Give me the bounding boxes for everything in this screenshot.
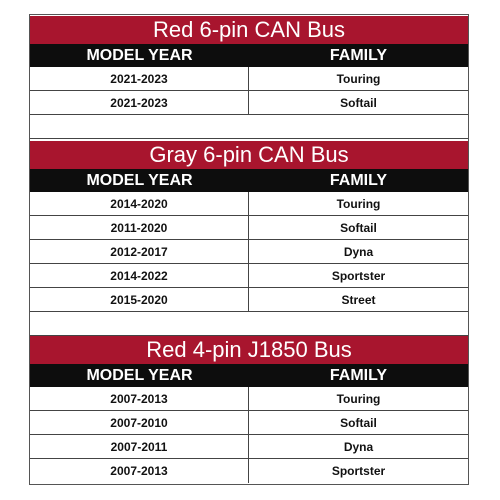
cell-family: Touring: [336, 72, 381, 86]
table-header: [30, 364, 468, 387]
table-header: [30, 44, 468, 67]
cell-family: Sportster: [331, 464, 386, 478]
header-model-year: MODEL YEAR: [86, 47, 193, 64]
cell-model-year: 2015-2020: [30, 288, 249, 311]
cell-model-year: 2007-2011: [30, 435, 249, 458]
cell-family: Softail: [340, 96, 377, 110]
table-row: [30, 288, 468, 312]
cell-family: Street: [341, 293, 376, 307]
header-family: FAMILY: [329, 47, 388, 64]
compatibility-chart: [29, 14, 469, 485]
cell-family: Dyna: [343, 440, 374, 454]
section-title: Red 6-pin CAN Bus: [30, 16, 468, 44]
table-row: [30, 264, 468, 288]
cell-model-year: 2007-2010: [30, 411, 249, 434]
cell-model-year: 2007-2013: [30, 459, 249, 483]
table-row: [30, 387, 468, 411]
table-row: [30, 91, 468, 115]
table-row: [30, 67, 468, 91]
cell-model-year: 2012-2017: [30, 240, 249, 263]
section-gray-6pin-can: [30, 141, 468, 336]
cell-family: Softail: [340, 416, 377, 430]
cell-model-year: 2014-2020: [30, 192, 249, 215]
cell-family: Touring: [336, 392, 381, 406]
cell-model-year: 2021-2023: [30, 67, 249, 90]
table-row: [30, 216, 468, 240]
section-title: Red 4-pin J1850 Bus: [30, 336, 468, 364]
header-family: FAMILY: [329, 367, 388, 384]
header-family: FAMILY: [329, 172, 388, 189]
spacer-row: [30, 312, 468, 336]
section-title: Gray 6-pin CAN Bus: [30, 141, 468, 169]
cell-family: Sportster: [331, 269, 386, 283]
header-model-year: MODEL YEAR: [86, 367, 193, 384]
table-row: [30, 192, 468, 216]
cell-model-year: 2007-2013: [30, 387, 249, 410]
header-model-year: MODEL YEAR: [86, 172, 193, 189]
cell-model-year: 2011-2020: [30, 216, 249, 239]
section-red-6pin-can: [30, 16, 468, 139]
cell-family: Dyna: [343, 245, 374, 259]
spacer-row: [30, 115, 468, 139]
cell-family: Softail: [340, 221, 377, 235]
table-row: [30, 411, 468, 435]
table-row: [30, 240, 468, 264]
cell-model-year: 2021-2023: [30, 91, 249, 114]
cell-family: Touring: [336, 197, 381, 211]
cell-model-year: 2014-2022: [30, 264, 249, 287]
table-header: [30, 169, 468, 192]
section-red-4pin-j1850: [30, 336, 468, 483]
table-row: [30, 459, 468, 483]
table-row: [30, 435, 468, 459]
